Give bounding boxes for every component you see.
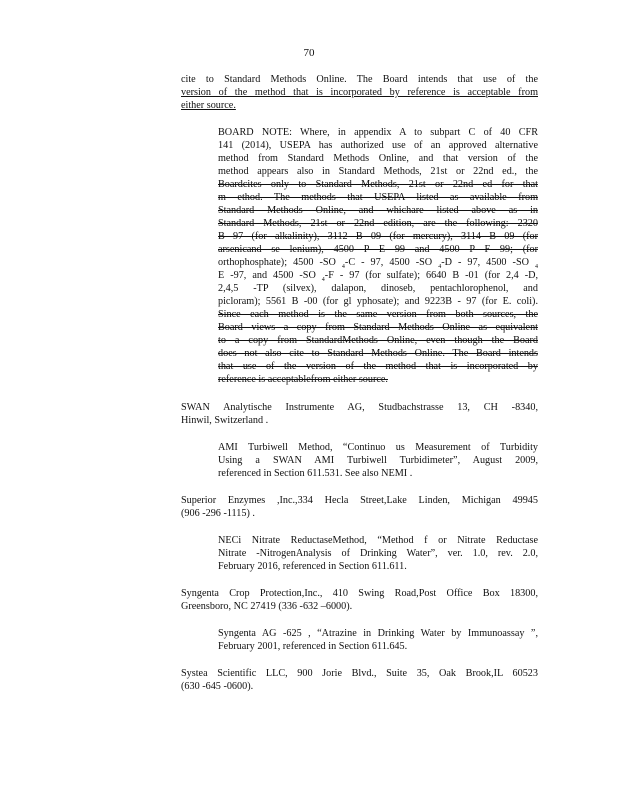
reference-entry-line: Greensboro, NC 27419 (336 -632 –6000).: [181, 601, 353, 612]
reference-detail-line: NECi Nitrate ReductaseMethod, “Method f or Nitrate Reductase: [218, 535, 538, 546]
board-note-line: 141 (2014), USEPA has authorized use of an approved alternative: [218, 140, 538, 151]
subscript: 4: [321, 277, 325, 284]
reference-entry-line: Superior Enzymes ,Inc.,334 Hecla Street,Lake Linden, Michigan 49945: [181, 495, 538, 506]
reference-entry-line: Systea Scientific LLC, 900 Jorie Blvd., Suite 35, Oak Brook,IL 60523: [181, 668, 538, 679]
subscript: 4: [341, 264, 345, 271]
board-note-line-struck: arsenicand se lenium), 4500 P E 99 and 4500 P F 99; (for: [218, 244, 538, 255]
board-note-line-struck: Standard Methods, 21st or 22nd edition, are the following: 2320: [218, 218, 538, 229]
board-note-line-struck: Since each method is the same version from both sources, the: [218, 309, 538, 320]
board-note-line-struck: that use of the version of the method that is incorporated by: [218, 361, 538, 372]
reference-entry-line: Syngenta Crop Protection,Inc., 410 Swing Road,Post Office Box 18300,: [181, 588, 538, 599]
board-note-line-struck: does not also cite to Standard Methods Online. The Board intends: [218, 348, 538, 359]
board-note-line-struck: to a copy from StandardMethods Online, even though the Board: [218, 335, 538, 346]
board-note-line-struck: Standard Methods Online, and whichare listed above as in: [218, 205, 538, 216]
reference-entry-line: (906 -296 -1115) .: [181, 508, 255, 519]
text-segment: orthophosphate); 4500 -SO: [218, 257, 342, 268]
reference-detail-line: Using a SWAN AMI Turbiwell Turbidimeter”, August 2009,: [218, 455, 538, 466]
reference-entry-line: SWAN Analytische Instrumente AG, Studbachstrasse 13, CH -8340,: [181, 402, 538, 413]
text-segment: -D - 97, 4500 -SO: [441, 257, 536, 268]
reference-detail-line: AMI Turbiwell Method, “Continuo us Measurement of Turbidity: [218, 442, 538, 453]
board-note-line-struck: B 97 (for alkalinity), 3112 B 09 (for mercury), 3114 B 09 (for: [218, 231, 538, 242]
board-note-line-struck: m ethod. The methods that USEPA listed as available from: [218, 192, 538, 203]
text-segment: -F - 97 (for sulfate); 6640 B -01 (for 2,4 -D,: [324, 270, 539, 281]
body-text-line: either source.: [181, 100, 236, 111]
reference-detail-line: referenced in Section 611.531. See also NEMI .: [218, 468, 413, 479]
body-text-line: cite to Standard Methods Online. The Board intends that use of the: [181, 74, 538, 85]
reference-detail-line: Nitrate -NitrogenAnalysis of Drinking Water”, ver. 1.0, rev. 2.0,: [218, 548, 538, 559]
board-note-line: method from Standard Methods Online, and that version of the: [218, 153, 538, 164]
reference-detail-line: February 2001, referenced in Section 611.645.: [218, 641, 408, 652]
reference-entry-line: Hinwil, Switzerland .: [181, 415, 269, 426]
subscript: 4: [438, 264, 442, 271]
board-note-line: picloram); 5561 B -00 (for gl yphosate); and 9223B - 97 (for E. coli).: [218, 296, 538, 307]
text-segment: -C - 97, 4500 -SO: [344, 257, 439, 268]
board-note-line: 2,4,5 -TP (silvex), dalapon, dinoseb, pentachlorophenol, and: [218, 283, 538, 294]
board-note-line: [218, 257, 538, 269]
reference-detail-line: February 2016, referenced in Section 611.611.: [218, 561, 407, 572]
reference-entry-line: (630 -645 -0600).: [181, 681, 254, 692]
page-number: 70: [303, 47, 315, 59]
board-note-line: method appears also in Standard Methods, 21st or 22nd ed., the: [218, 166, 538, 177]
board-note-line: [218, 270, 538, 282]
body-text-line: version of the method that is incorporated by reference is acceptable from: [181, 87, 538, 98]
subscript: 4: [535, 264, 539, 271]
board-note-line-struck: Boardcites only to Standard Methods, 21st or 22nd ed for that: [218, 179, 538, 190]
text-segment: E -97, and 4500 -SO: [218, 270, 322, 281]
board-note-line-struck: Board views a copy from Standard Methods Online as equivalent: [218, 322, 538, 333]
board-note-line: BOARD NOTE: Where, in appendix A to subpart C of 40 CFR: [218, 127, 538, 138]
board-note-line-struck: reference is acceptablefrom either source.: [218, 374, 388, 385]
reference-detail-line: Syngenta AG -625 , “Atrazine in Drinking Water by Immunoassay ”,: [218, 628, 538, 639]
